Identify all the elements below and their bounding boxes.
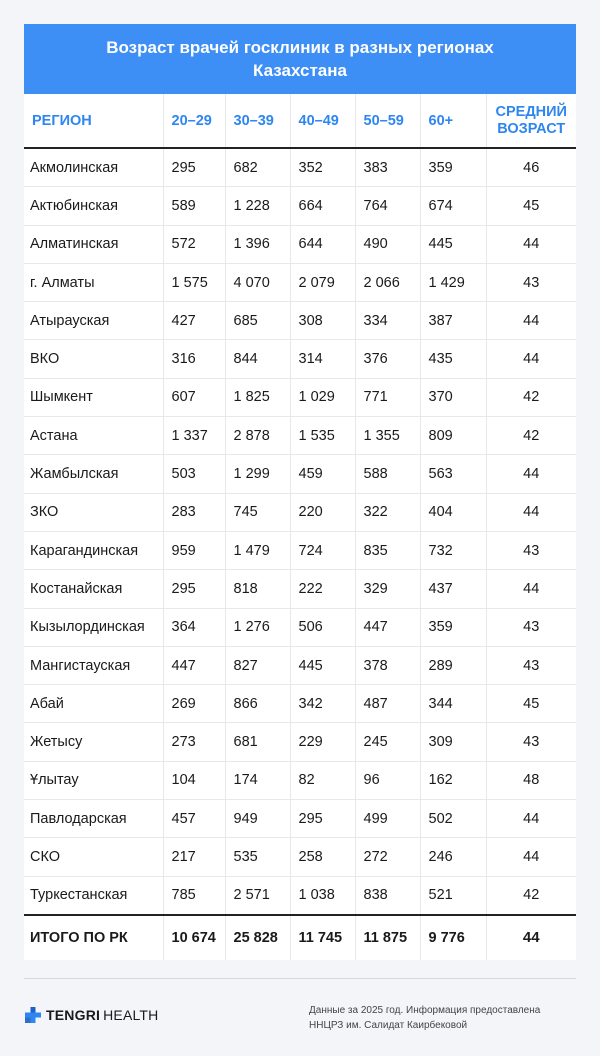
source-note (309, 1003, 577, 1033)
data-table (24, 94, 576, 960)
value-cell: 572 (163, 225, 225, 263)
region-cell: Жетысу (24, 723, 163, 761)
value-cell: 42 (486, 378, 576, 416)
table-body (24, 148, 576, 915)
table-row (24, 302, 576, 340)
value-cell: 818 (225, 570, 290, 608)
table-row (24, 455, 576, 493)
value-cell: 316 (163, 340, 225, 378)
column-header-60-plus: 60+ (420, 94, 486, 148)
value-cell: 322 (355, 493, 420, 531)
total-cell: 11 875 (355, 915, 420, 960)
value-cell: 445 (420, 225, 486, 263)
table-row (24, 378, 576, 416)
value-cell: 48 (486, 761, 576, 799)
source-line-1: Данные за 2025 год. Информация предоставлена (309, 1005, 541, 1016)
value-cell: 447 (163, 646, 225, 684)
value-cell: 43 (486, 263, 576, 301)
header-row (24, 94, 576, 148)
value-cell: 724 (290, 531, 355, 569)
value-cell: 835 (355, 531, 420, 569)
value-cell: 685 (225, 302, 290, 340)
value-cell: 2 571 (225, 876, 290, 915)
table-row (24, 340, 576, 378)
value-cell: 487 (355, 685, 420, 723)
value-cell: 459 (290, 455, 355, 493)
total-cell: 9 776 (420, 915, 486, 960)
value-cell: 269 (163, 685, 225, 723)
value-cell: 1 535 (290, 417, 355, 455)
value-cell: 376 (355, 340, 420, 378)
value-cell: 959 (163, 531, 225, 569)
value-cell: 447 (355, 608, 420, 646)
value-cell: 1 575 (163, 263, 225, 301)
table-row (24, 187, 576, 225)
value-cell: 45 (486, 187, 576, 225)
value-cell: 521 (420, 876, 486, 915)
value-cell: 44 (486, 838, 576, 876)
total-cell: 25 828 (225, 915, 290, 960)
value-cell: 490 (355, 225, 420, 263)
value-cell: 745 (225, 493, 290, 531)
value-cell: 43 (486, 646, 576, 684)
region-cell: Мангистауская (24, 646, 163, 684)
table-row (24, 263, 576, 301)
value-cell: 827 (225, 646, 290, 684)
value-cell: 364 (163, 608, 225, 646)
value-cell: 46 (486, 148, 576, 187)
value-cell: 785 (163, 876, 225, 915)
table-row (24, 148, 576, 187)
value-cell: 404 (420, 493, 486, 531)
value-cell: 681 (225, 723, 290, 761)
value-cell: 437 (420, 570, 486, 608)
value-cell: 359 (420, 148, 486, 187)
region-cell: ВКО (24, 340, 163, 378)
value-cell: 838 (355, 876, 420, 915)
value-cell: 370 (420, 378, 486, 416)
value-cell: 295 (290, 800, 355, 838)
column-header-40-49: 40–49 (290, 94, 355, 148)
value-cell: 771 (355, 378, 420, 416)
value-cell: 427 (163, 302, 225, 340)
table-row (24, 838, 576, 876)
region-cell: Атырауская (24, 302, 163, 340)
value-cell: 43 (486, 723, 576, 761)
table-row (24, 685, 576, 723)
value-cell: 229 (290, 723, 355, 761)
region-cell: Костанайская (24, 570, 163, 608)
total-cell: ИТОГО ПО РК (24, 915, 163, 960)
value-cell: 44 (486, 302, 576, 340)
region-cell: Жамбылская (24, 455, 163, 493)
value-cell: 309 (420, 723, 486, 761)
value-cell: 674 (420, 187, 486, 225)
value-cell: 220 (290, 493, 355, 531)
value-cell: 1 429 (420, 263, 486, 301)
value-cell: 383 (355, 148, 420, 187)
value-cell: 1 029 (290, 378, 355, 416)
value-cell: 2 066 (355, 263, 420, 301)
column-header-region: РЕГИОН (24, 94, 163, 148)
value-cell: 502 (420, 800, 486, 838)
column-header-20-29: 20–29 (163, 94, 225, 148)
value-cell: 246 (420, 838, 486, 876)
value-cell: 1 825 (225, 378, 290, 416)
table-row (24, 531, 576, 569)
table-row (24, 417, 576, 455)
value-cell: 272 (355, 838, 420, 876)
logo-text-health: HEALTH (103, 1007, 159, 1023)
value-cell: 96 (355, 761, 420, 799)
value-cell: 42 (486, 876, 576, 915)
value-cell: 222 (290, 570, 355, 608)
value-cell: 43 (486, 608, 576, 646)
value-cell: 283 (163, 493, 225, 531)
value-cell: 1 228 (225, 187, 290, 225)
value-cell: 589 (163, 187, 225, 225)
table-row (24, 646, 576, 684)
logo (24, 1006, 159, 1024)
value-cell: 174 (225, 761, 290, 799)
title-line-2: Казахстана (253, 61, 347, 80)
value-cell: 866 (225, 685, 290, 723)
total-cell: 44 (486, 915, 576, 960)
value-cell: 732 (420, 531, 486, 569)
region-cell: Алматинская (24, 225, 163, 263)
value-cell: 245 (355, 723, 420, 761)
value-cell: 682 (225, 148, 290, 187)
value-cell: 162 (420, 761, 486, 799)
value-cell: 588 (355, 455, 420, 493)
value-cell: 4 070 (225, 263, 290, 301)
region-cell: г. Алматы (24, 263, 163, 301)
region-cell: Шымкент (24, 378, 163, 416)
value-cell: 378 (355, 646, 420, 684)
region-cell: СКО (24, 838, 163, 876)
value-cell: 45 (486, 685, 576, 723)
value-cell: 44 (486, 570, 576, 608)
value-cell: 2 079 (290, 263, 355, 301)
value-cell: 1 355 (355, 417, 420, 455)
column-header-30-39: 30–39 (225, 94, 290, 148)
region-cell: ЗКО (24, 493, 163, 531)
value-cell: 273 (163, 723, 225, 761)
value-cell: 295 (163, 148, 225, 187)
value-cell: 503 (163, 455, 225, 493)
value-cell: 949 (225, 800, 290, 838)
value-cell: 563 (420, 455, 486, 493)
column-header-average-age (486, 94, 576, 148)
value-cell: 44 (486, 455, 576, 493)
value-cell: 764 (355, 187, 420, 225)
value-cell: 342 (290, 685, 355, 723)
value-cell: 217 (163, 838, 225, 876)
value-cell: 457 (163, 800, 225, 838)
value-cell: 329 (355, 570, 420, 608)
value-cell: 289 (420, 646, 486, 684)
region-cell: Кызылординская (24, 608, 163, 646)
value-cell: 1 479 (225, 531, 290, 569)
average-age-header-line-1: СРЕДНИЙ (495, 103, 567, 120)
value-cell: 359 (420, 608, 486, 646)
value-cell: 44 (486, 493, 576, 531)
value-cell: 2 878 (225, 417, 290, 455)
value-cell: 506 (290, 608, 355, 646)
cross-plus-icon (24, 1006, 42, 1024)
table-row (24, 570, 576, 608)
table-row (24, 800, 576, 838)
page-title (24, 24, 576, 94)
total-row (24, 915, 576, 960)
value-cell: 308 (290, 302, 355, 340)
column-header-50-59: 50–59 (355, 94, 420, 148)
value-cell: 809 (420, 417, 486, 455)
value-cell: 295 (163, 570, 225, 608)
table-row (24, 608, 576, 646)
value-cell: 1 337 (163, 417, 225, 455)
value-cell: 258 (290, 838, 355, 876)
table-card (24, 24, 576, 960)
value-cell: 387 (420, 302, 486, 340)
value-cell: 44 (486, 340, 576, 378)
footer-divider (24, 978, 576, 979)
value-cell: 435 (420, 340, 486, 378)
total-cell: 10 674 (163, 915, 225, 960)
value-cell: 104 (163, 761, 225, 799)
value-cell: 82 (290, 761, 355, 799)
value-cell: 42 (486, 417, 576, 455)
table-row (24, 876, 576, 915)
average-age-header-line-2: ВОЗРАСТ (497, 120, 566, 137)
value-cell: 43 (486, 531, 576, 569)
value-cell: 607 (163, 378, 225, 416)
value-cell: 844 (225, 340, 290, 378)
value-cell: 352 (290, 148, 355, 187)
region-cell: Павлодарская (24, 800, 163, 838)
total-cell: 11 745 (290, 915, 355, 960)
table-row (24, 761, 576, 799)
value-cell: 644 (290, 225, 355, 263)
value-cell: 535 (225, 838, 290, 876)
table-row (24, 493, 576, 531)
value-cell: 44 (486, 225, 576, 263)
title-line-1: Возраст врачей госклиник в разных регионах (106, 38, 494, 57)
source-line-2: ННЦРЗ им. Салидат Каирбековой (309, 1020, 468, 1031)
region-cell: Карагандинская (24, 531, 163, 569)
value-cell: 1 276 (225, 608, 290, 646)
region-cell: Акмолинская (24, 148, 163, 187)
value-cell: 314 (290, 340, 355, 378)
value-cell: 1 299 (225, 455, 290, 493)
region-cell: Ұлытау (24, 761, 163, 799)
value-cell: 1 038 (290, 876, 355, 915)
value-cell: 445 (290, 646, 355, 684)
table-row (24, 225, 576, 263)
value-cell: 344 (420, 685, 486, 723)
value-cell: 499 (355, 800, 420, 838)
table-row (24, 723, 576, 761)
value-cell: 44 (486, 800, 576, 838)
region-cell: Астана (24, 417, 163, 455)
region-cell: Туркестанская (24, 876, 163, 915)
region-cell: Актюбинская (24, 187, 163, 225)
value-cell: 1 396 (225, 225, 290, 263)
region-cell: Абай (24, 685, 163, 723)
value-cell: 334 (355, 302, 420, 340)
logo-text-tengri: TENGRI (46, 1007, 101, 1023)
value-cell: 664 (290, 187, 355, 225)
